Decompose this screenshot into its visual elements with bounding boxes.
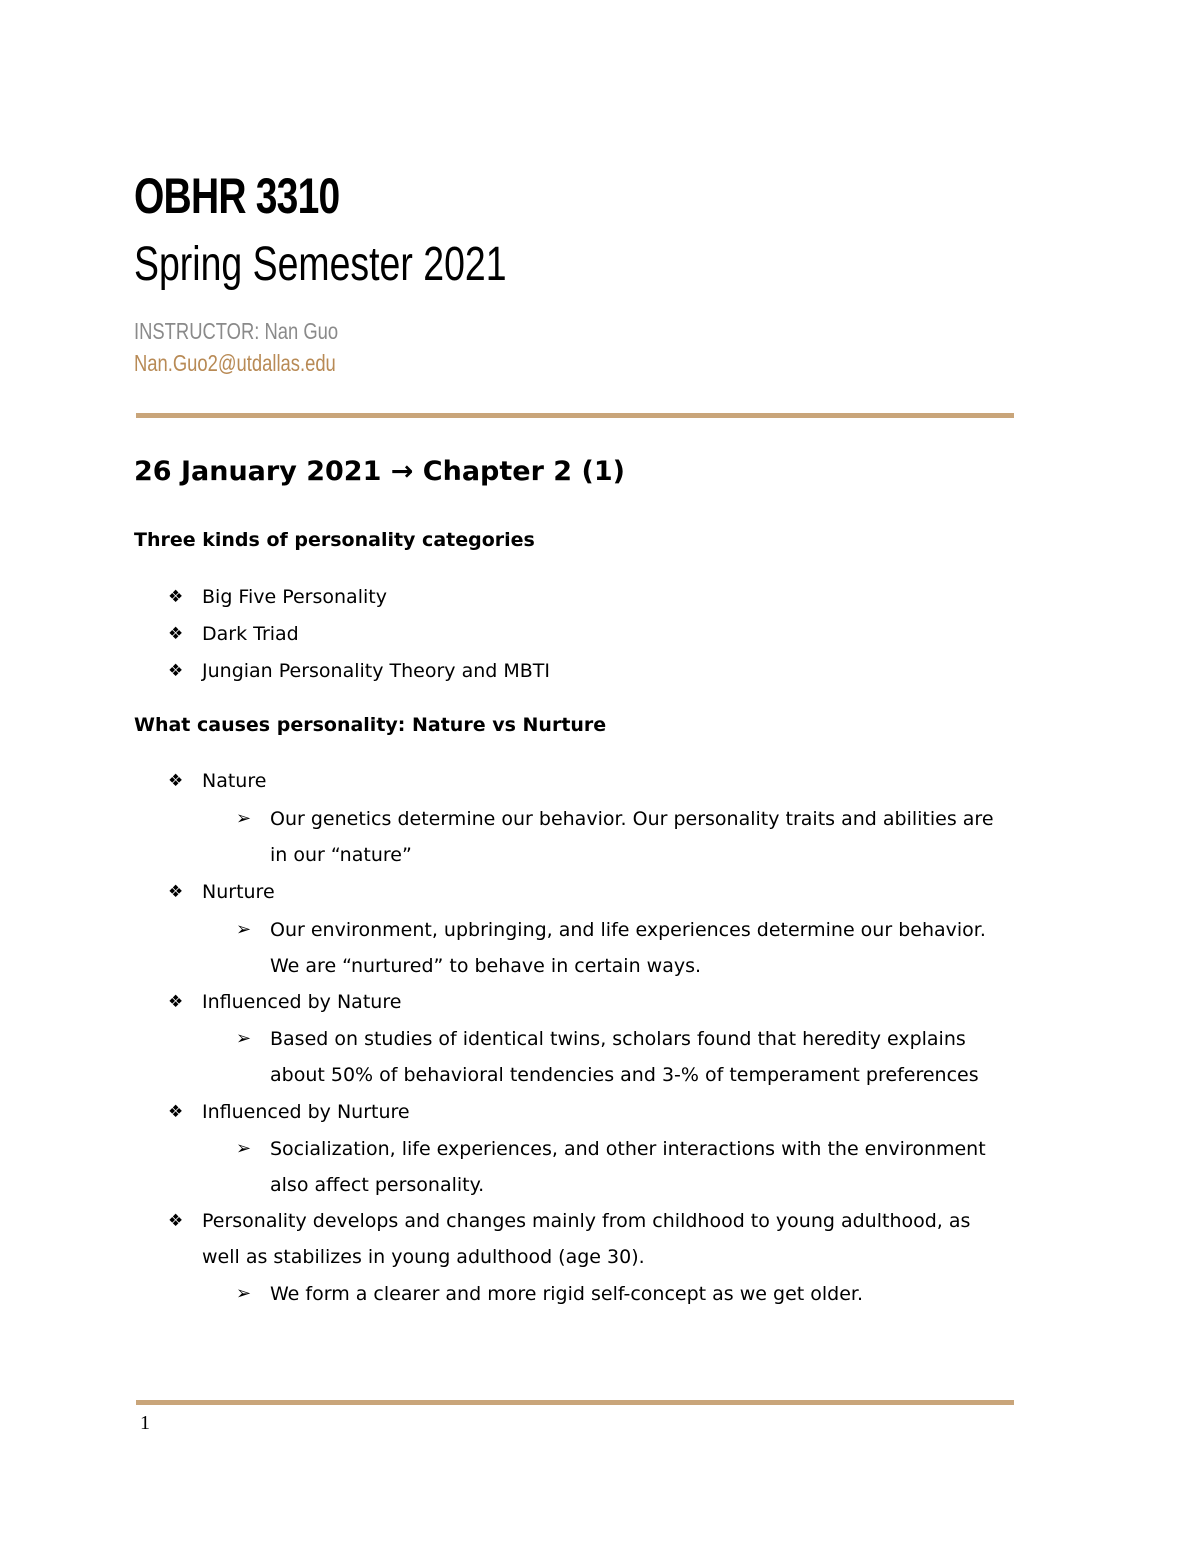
- diamond-bullet-icon: ❖: [168, 771, 184, 791]
- diamond-bullet-icon: ❖: [168, 1102, 184, 1122]
- instructor-email: Nan.Guo2@utdallas.edu: [134, 350, 336, 376]
- list-item-influenced-nature: ❖ Influenced by Nature: [168, 988, 998, 1016]
- arrowhead-bullet-icon: ➢: [236, 808, 252, 829]
- footer-divider: [136, 1400, 1014, 1405]
- arrowhead-bullet-icon: ➢: [236, 1283, 252, 1304]
- diamond-bullet-icon: ❖: [168, 624, 184, 644]
- diamond-bullet-icon: ❖: [168, 587, 184, 607]
- page-number: 1: [140, 1412, 150, 1434]
- diamond-bullet-icon: ❖: [168, 882, 184, 902]
- course-title: OBHR 3310: [134, 168, 340, 224]
- list-item-category: ❖ Jungian Personality Theory and MBTI: [168, 657, 998, 685]
- diamond-bullet-icon: ❖: [168, 661, 184, 681]
- list-item-category: ❖ Big Five Personality: [168, 583, 998, 611]
- header-divider: [136, 413, 1014, 418]
- semester-title: Spring Semester 2021: [134, 238, 507, 291]
- instructor-name: INSTRUCTOR: Nan Guo: [134, 318, 339, 344]
- list-item-influenced-nurture: ❖ Influenced by Nurture: [168, 1098, 998, 1126]
- arrowhead-bullet-icon: ➢: [236, 1138, 252, 1159]
- list-item-personality-develops: ❖ Personality develops and changes mainly from childhood to young adulthood, as well as stabilizes in young adulthood (age 30).: [168, 1203, 998, 1275]
- list-item-category: ❖ Dark Triad: [168, 620, 998, 648]
- list-subitem-twins-study: ➢ Based on studies of identical twins, scholars found that heredity explains about 50% of behavioral tendencies and 3-% of temperament preferences: [236, 1021, 1006, 1093]
- arrowhead-bullet-icon: ➢: [236, 919, 252, 940]
- subheading-causes: What causes personality: Nature vs Nurture: [134, 714, 607, 736]
- list-item-nurture: ❖ Nurture: [168, 878, 998, 906]
- subheading-categories: Three kinds of personality categories: [134, 529, 535, 551]
- diamond-bullet-icon: ❖: [168, 992, 184, 1012]
- list-item-nature: ❖ Nature: [168, 767, 998, 795]
- arrowhead-bullet-icon: ➢: [236, 1028, 252, 1049]
- list-subitem-self-concept: ➢ We form a clearer and more rigid self-concept as we get older.: [236, 1276, 1006, 1312]
- diamond-bullet-icon: ❖: [168, 1211, 184, 1231]
- list-subitem-nature-detail: ➢ Our genetics determine our behavior. Our personality traits and abilities are in our “nature”: [236, 801, 1006, 873]
- list-subitem-nurture-detail: ➢ Our environment, upbringing, and life experiences determine our behavior. We are “nurtured” to behave in certain ways.: [236, 912, 1006, 984]
- section-heading: 26 January 2021 → Chapter 2 (1): [134, 456, 625, 487]
- list-subitem-socialization: ➢ Socialization, life experiences, and other interactions with the environment also affect personality.: [236, 1131, 1006, 1203]
